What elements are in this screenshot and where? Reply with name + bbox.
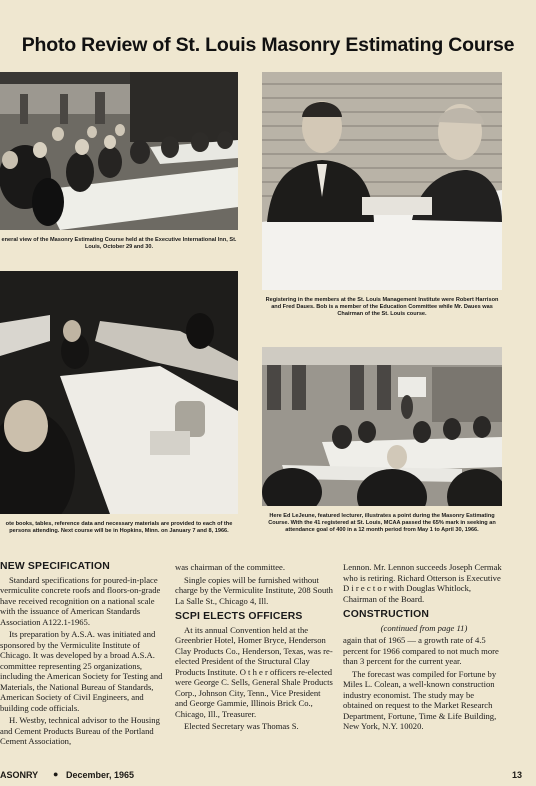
heading-scpi-elects-officers: SCPI ELECTS OFFICERS xyxy=(175,611,303,622)
paragraph: Lennon. Mr. Lennon succeeds Joseph Cermak who is retiring. Richard Otterson is Executive D i r e c t o r with Douglas Whitlock, Chairman of the Board. xyxy=(343,562,502,604)
paragraph: At its annual Convention held at the Greenbrier Hotel, Homer Bryce, Henderson Clay Products Co., Henderson, Texas, was re-elected President of the Structural Clay Products Institute. O t h e r officers re-elected were George C. Sells, General Shale Products Corp., Johnson City, Tenn., Vice President and George Gammie, Illinois Brick Co., Chicago, Ill., Treasurer. xyxy=(175,624,333,719)
heading-construction: CONSTRUCTION xyxy=(343,609,430,620)
column-construction xyxy=(343,562,505,734)
caption-photo-registering: Registering in the members at the St. Louis Management Institute were Robert Harrison and Fred Daues. Bob is a member of the Education Committee while Mr. Daues was Chairman of the St. Louis course. xyxy=(265,297,499,318)
photo-lecture xyxy=(262,347,502,506)
paragraph: Single copies will be furnished without charge by the Vermiculite Institute, 208 South La Salle St., Chicago 4, Ill. xyxy=(175,574,333,606)
paragraph: was chairman of the committee. xyxy=(175,562,286,572)
photo-materials xyxy=(0,271,238,514)
caption-photo-materials: ote books, tables, reference data and necessary materials are provided to each of the persons attending. Next course will be in Hopkins, Minn. on January 7 and 8, 1966. xyxy=(5,521,233,535)
paragraph: H. Westby, technical advisor to the Housing and Cement Products Bureau of the Portland Cement Association, xyxy=(0,715,160,746)
page-title: Photo Review of St. Louis Masonry Estimating Course xyxy=(21,34,515,56)
footer-date: December, 1965 xyxy=(66,770,135,780)
continued-note: (continued from page 11) xyxy=(380,622,468,633)
heading-new-specification: NEW SPECIFICATION xyxy=(0,561,110,572)
photo-general-view xyxy=(0,72,238,230)
paragraph: Standard specifications for poured-in-place vermiculite concrete roofs and floors-on-grade have received recognition on a national scale with the issuance of American Standards Association A122.1-1965. xyxy=(0,574,161,627)
page-number: 13 xyxy=(512,770,523,780)
paragraph: Elected Secretary was Thomas S. xyxy=(184,721,299,731)
caption-photo-lecture: Here Ed LeJeune, featured lecturer, illustrates a point during the Masonry Estimating Course. With the 41 registered at St. Louis, MCAA passed the 65% mark in seeking an attendance goal of 400 in a 12 month period from May 1 to April 30, 1966. xyxy=(268,513,496,534)
footer-bullet: ● xyxy=(53,769,59,779)
paragraph: again that of 1965 — a growth rate of 4.5 percent for 1966 compared to not much more than 3 percent for the current year. xyxy=(343,635,499,666)
column-scpi xyxy=(175,562,335,734)
page-footer xyxy=(0,770,536,784)
column-new-specification xyxy=(0,562,166,749)
paragraph: The forecast was compiled for Fortune by Miles L. Colean, a well-known construction industry economist. The study may be obtained on request to the Market Research Department, Fortune, Time & Life Building, New York, N.Y. 10020. xyxy=(343,668,497,731)
paragraph: Its preparation by A.S.A. was initiated and sponsored by the Vermiculite Institute of Chicago. It was developed by a broad A.S.A. committee representing 25 organizations, including the American Society for Testing and Materials, the National Bureau of Standards, American Society of Civil Engineers, and building code officials. xyxy=(0,629,163,713)
footer-magazine-name: ASONRY xyxy=(0,770,39,780)
photo-registering xyxy=(262,72,502,290)
caption-photo-general-view: eneral view of the Masonry Estimating Course held at the Executive International Inn, St. Louis, October 29 and 30. xyxy=(1,237,237,251)
